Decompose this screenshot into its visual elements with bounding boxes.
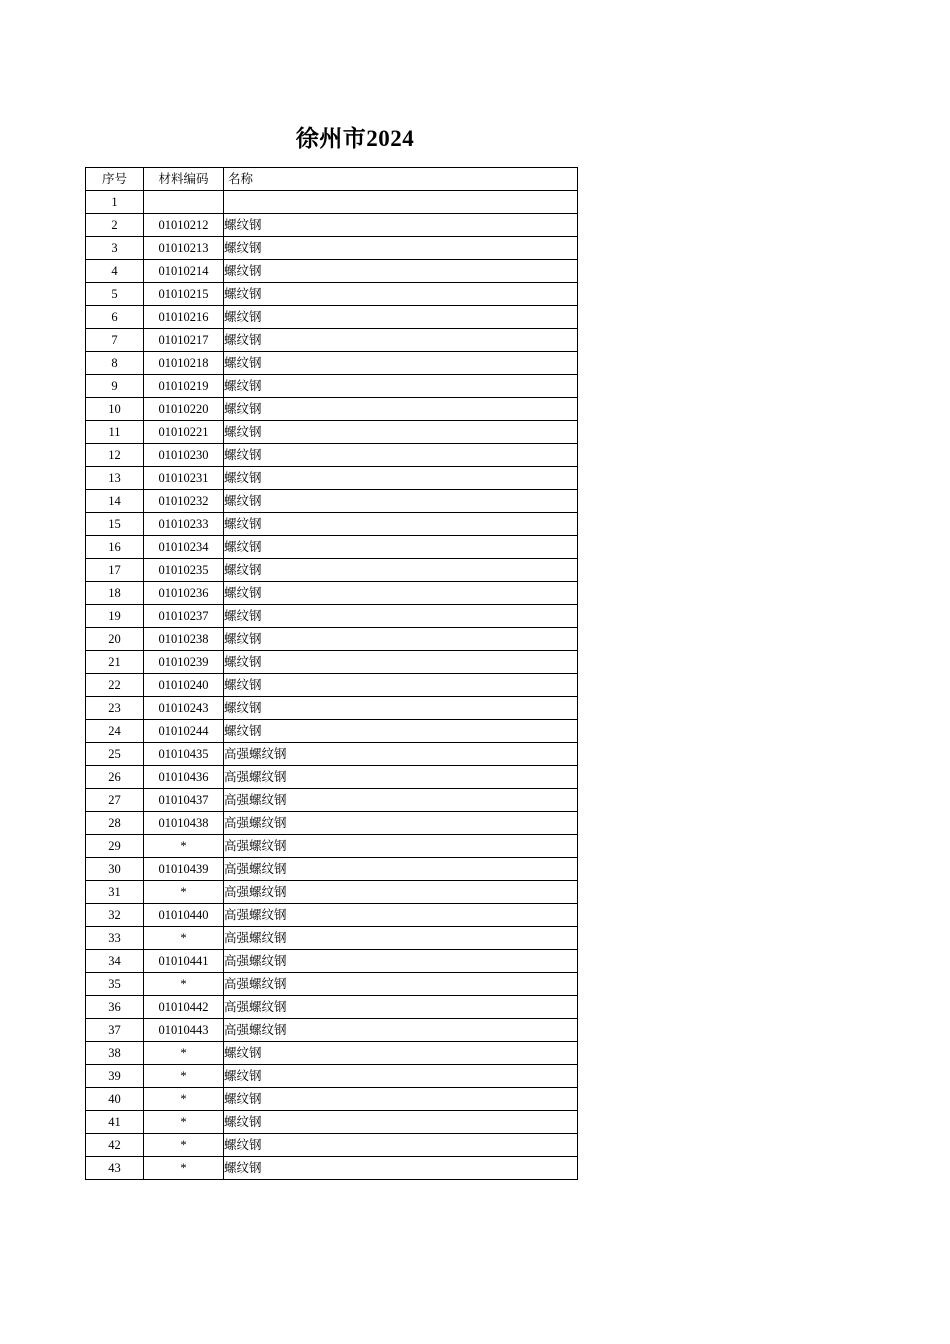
cell-material-code: 01010217 xyxy=(144,329,224,352)
cell-material-code: * xyxy=(144,1157,224,1180)
table-row xyxy=(86,1157,578,1180)
cell-seq: 8 xyxy=(86,352,144,375)
cell-seq: 13 xyxy=(86,467,144,490)
cell-material-name: 高强螺纹钢 xyxy=(224,812,578,835)
cell-material-code: 01010215 xyxy=(144,283,224,306)
column-header-seq: 序号 xyxy=(86,168,144,191)
cell-seq: 25 xyxy=(86,743,144,766)
cell-material-name: 螺纹钢 xyxy=(224,605,578,628)
cell-seq: 40 xyxy=(86,1088,144,1111)
cell-seq: 42 xyxy=(86,1134,144,1157)
cell-material-name: 螺纹钢 xyxy=(224,306,578,329)
cell-seq: 27 xyxy=(86,789,144,812)
cell-seq: 24 xyxy=(86,720,144,743)
table-row xyxy=(86,398,578,421)
cell-material-code: * xyxy=(144,1065,224,1088)
cell-material-name: 高强螺纹钢 xyxy=(224,1019,578,1042)
cell-material-name: 高强螺纹钢 xyxy=(224,766,578,789)
cell-seq: 41 xyxy=(86,1111,144,1134)
table-row xyxy=(86,973,578,996)
cell-material-code: 01010237 xyxy=(144,605,224,628)
cell-material-name: 螺纹钢 xyxy=(224,214,578,237)
cell-seq: 15 xyxy=(86,513,144,536)
cell-material-name: 螺纹钢 xyxy=(224,375,578,398)
cell-material-name: 螺纹钢 xyxy=(224,352,578,375)
cell-material-name: 螺纹钢 xyxy=(224,559,578,582)
table-row xyxy=(86,1019,578,1042)
cell-seq: 23 xyxy=(86,697,144,720)
cell-material-code: 01010435 xyxy=(144,743,224,766)
cell-material-name: 高强螺纹钢 xyxy=(224,881,578,904)
cell-material-name: 高强螺纹钢 xyxy=(224,973,578,996)
material-table-container xyxy=(85,167,577,1180)
cell-material-name: 螺纹钢 xyxy=(224,628,578,651)
cell-material-code: 01010437 xyxy=(144,789,224,812)
cell-material-code: 01010233 xyxy=(144,513,224,536)
table-row xyxy=(86,651,578,674)
cell-material-name: 螺纹钢 xyxy=(224,513,578,536)
table-row xyxy=(86,214,578,237)
cell-material-code xyxy=(144,191,224,214)
cell-seq: 11 xyxy=(86,421,144,444)
cell-material-code: 01010240 xyxy=(144,674,224,697)
table-row xyxy=(86,789,578,812)
cell-seq: 38 xyxy=(86,1042,144,1065)
cell-material-code: 01010243 xyxy=(144,697,224,720)
cell-seq: 9 xyxy=(86,375,144,398)
table-row xyxy=(86,1134,578,1157)
cell-seq: 5 xyxy=(86,283,144,306)
table-row xyxy=(86,835,578,858)
table-row xyxy=(86,237,578,260)
cell-material-code: 01010231 xyxy=(144,467,224,490)
cell-material-name: 螺纹钢 xyxy=(224,1088,578,1111)
cell-seq: 3 xyxy=(86,237,144,260)
cell-seq: 29 xyxy=(86,835,144,858)
table-row xyxy=(86,306,578,329)
table-row xyxy=(86,536,578,559)
table-row xyxy=(86,513,578,536)
cell-material-code: 01010443 xyxy=(144,1019,224,1042)
cell-material-code: 01010218 xyxy=(144,352,224,375)
cell-material-name: 螺纹钢 xyxy=(224,582,578,605)
cell-material-name: 螺纹钢 xyxy=(224,1042,578,1065)
cell-material-name: 螺纹钢 xyxy=(224,1134,578,1157)
column-header-code: 材料编码 xyxy=(144,168,224,191)
cell-material-code: * xyxy=(144,881,224,904)
cell-material-name: 螺纹钢 xyxy=(224,490,578,513)
cell-material-code: 01010441 xyxy=(144,950,224,973)
table-row xyxy=(86,260,578,283)
table-row xyxy=(86,421,578,444)
cell-material-name: 螺纹钢 xyxy=(224,398,578,421)
cell-material-code: * xyxy=(144,973,224,996)
cell-material-name: 螺纹钢 xyxy=(224,697,578,720)
cell-material-name: 高强螺纹钢 xyxy=(224,996,578,1019)
table-row xyxy=(86,329,578,352)
table-row xyxy=(86,950,578,973)
cell-material-code: 01010234 xyxy=(144,536,224,559)
table-row xyxy=(86,352,578,375)
cell-seq: 2 xyxy=(86,214,144,237)
cell-seq: 20 xyxy=(86,628,144,651)
cell-material-name: 螺纹钢 xyxy=(224,651,578,674)
cell-seq: 22 xyxy=(86,674,144,697)
table-header-row xyxy=(86,168,578,191)
cell-material-code: 01010212 xyxy=(144,214,224,237)
column-header-name: 名称 xyxy=(224,168,578,191)
cell-material-code: 01010440 xyxy=(144,904,224,927)
table-row xyxy=(86,720,578,743)
cell-seq: 10 xyxy=(86,398,144,421)
table-row xyxy=(86,628,578,651)
table-row xyxy=(86,444,578,467)
cell-material-name: 螺纹钢 xyxy=(224,674,578,697)
cell-seq: 18 xyxy=(86,582,144,605)
cell-material-code: 01010221 xyxy=(144,421,224,444)
cell-seq: 32 xyxy=(86,904,144,927)
cell-seq: 34 xyxy=(86,950,144,973)
cell-material-name: 高强螺纹钢 xyxy=(224,743,578,766)
table-row xyxy=(86,375,578,398)
cell-material-name: 高强螺纹钢 xyxy=(224,835,578,858)
table-row xyxy=(86,191,578,214)
cell-seq: 36 xyxy=(86,996,144,1019)
table-row xyxy=(86,858,578,881)
material-table xyxy=(85,167,578,1180)
cell-material-name: 螺纹钢 xyxy=(224,283,578,306)
table-row xyxy=(86,559,578,582)
cell-seq: 4 xyxy=(86,260,144,283)
table-row xyxy=(86,927,578,950)
cell-seq: 43 xyxy=(86,1157,144,1180)
cell-seq: 33 xyxy=(86,927,144,950)
cell-material-code: 01010232 xyxy=(144,490,224,513)
cell-seq: 16 xyxy=(86,536,144,559)
cell-material-code: * xyxy=(144,1134,224,1157)
table-row xyxy=(86,283,578,306)
cell-material-code: 01010236 xyxy=(144,582,224,605)
cell-material-name: 螺纹钢 xyxy=(224,329,578,352)
cell-seq: 37 xyxy=(86,1019,144,1042)
table-row xyxy=(86,881,578,904)
cell-material-code: 01010239 xyxy=(144,651,224,674)
cell-material-name: 高强螺纹钢 xyxy=(224,858,578,881)
cell-material-name: 高强螺纹钢 xyxy=(224,927,578,950)
cell-seq: 39 xyxy=(86,1065,144,1088)
table-row xyxy=(86,904,578,927)
cell-material-name xyxy=(224,191,578,214)
cell-material-name: 螺纹钢 xyxy=(224,1111,578,1134)
cell-seq: 28 xyxy=(86,812,144,835)
cell-seq: 6 xyxy=(86,306,144,329)
cell-seq: 7 xyxy=(86,329,144,352)
table-row xyxy=(86,996,578,1019)
cell-material-name: 螺纹钢 xyxy=(224,467,578,490)
cell-material-name: 高强螺纹钢 xyxy=(224,904,578,927)
cell-seq: 17 xyxy=(86,559,144,582)
cell-material-code: * xyxy=(144,927,224,950)
table-row xyxy=(86,582,578,605)
cell-material-code: 01010436 xyxy=(144,766,224,789)
cell-material-name: 螺纹钢 xyxy=(224,720,578,743)
table-body xyxy=(86,191,578,1180)
cell-seq: 21 xyxy=(86,651,144,674)
cell-material-code: 01010442 xyxy=(144,996,224,1019)
cell-material-name: 高强螺纹钢 xyxy=(224,950,578,973)
cell-material-code: 01010230 xyxy=(144,444,224,467)
cell-material-code: 01010439 xyxy=(144,858,224,881)
table-row xyxy=(86,1042,578,1065)
cell-material-code: 01010214 xyxy=(144,260,224,283)
cell-seq: 14 xyxy=(86,490,144,513)
cell-material-code: 01010244 xyxy=(144,720,224,743)
page-title: 徐州市2024 xyxy=(295,126,415,151)
cell-seq: 12 xyxy=(86,444,144,467)
cell-material-code: * xyxy=(144,1042,224,1065)
table-row xyxy=(86,467,578,490)
cell-material-name: 高强螺纹钢 xyxy=(224,789,578,812)
cell-material-code: * xyxy=(144,835,224,858)
cell-material-code: * xyxy=(144,1111,224,1134)
table-row xyxy=(86,1065,578,1088)
cell-material-name: 螺纹钢 xyxy=(224,444,578,467)
table-header xyxy=(86,168,578,191)
cell-material-code: 01010238 xyxy=(144,628,224,651)
table-row xyxy=(86,674,578,697)
table-row xyxy=(86,1088,578,1111)
cell-material-name: 螺纹钢 xyxy=(224,260,578,283)
cell-material-name: 螺纹钢 xyxy=(224,237,578,260)
table-row xyxy=(86,697,578,720)
cell-seq: 1 xyxy=(86,191,144,214)
cell-material-code: 01010220 xyxy=(144,398,224,421)
cell-material-name: 螺纹钢 xyxy=(224,1157,578,1180)
cell-material-name: 螺纹钢 xyxy=(224,421,578,444)
table-row xyxy=(86,766,578,789)
table-row xyxy=(86,812,578,835)
cell-material-code: 01010235 xyxy=(144,559,224,582)
cell-material-code: 01010216 xyxy=(144,306,224,329)
cell-seq: 35 xyxy=(86,973,144,996)
cell-seq: 30 xyxy=(86,858,144,881)
table-row xyxy=(86,490,578,513)
cell-material-code: 01010219 xyxy=(144,375,224,398)
cell-material-name: 螺纹钢 xyxy=(224,536,578,559)
cell-seq: 19 xyxy=(86,605,144,628)
cell-material-code: 01010213 xyxy=(144,237,224,260)
table-row xyxy=(86,1111,578,1134)
table-row xyxy=(86,743,578,766)
cell-material-code: 01010438 xyxy=(144,812,224,835)
cell-material-code: * xyxy=(144,1088,224,1111)
cell-material-name: 螺纹钢 xyxy=(224,1065,578,1088)
cell-seq: 31 xyxy=(86,881,144,904)
table-row xyxy=(86,605,578,628)
cell-seq: 26 xyxy=(86,766,144,789)
